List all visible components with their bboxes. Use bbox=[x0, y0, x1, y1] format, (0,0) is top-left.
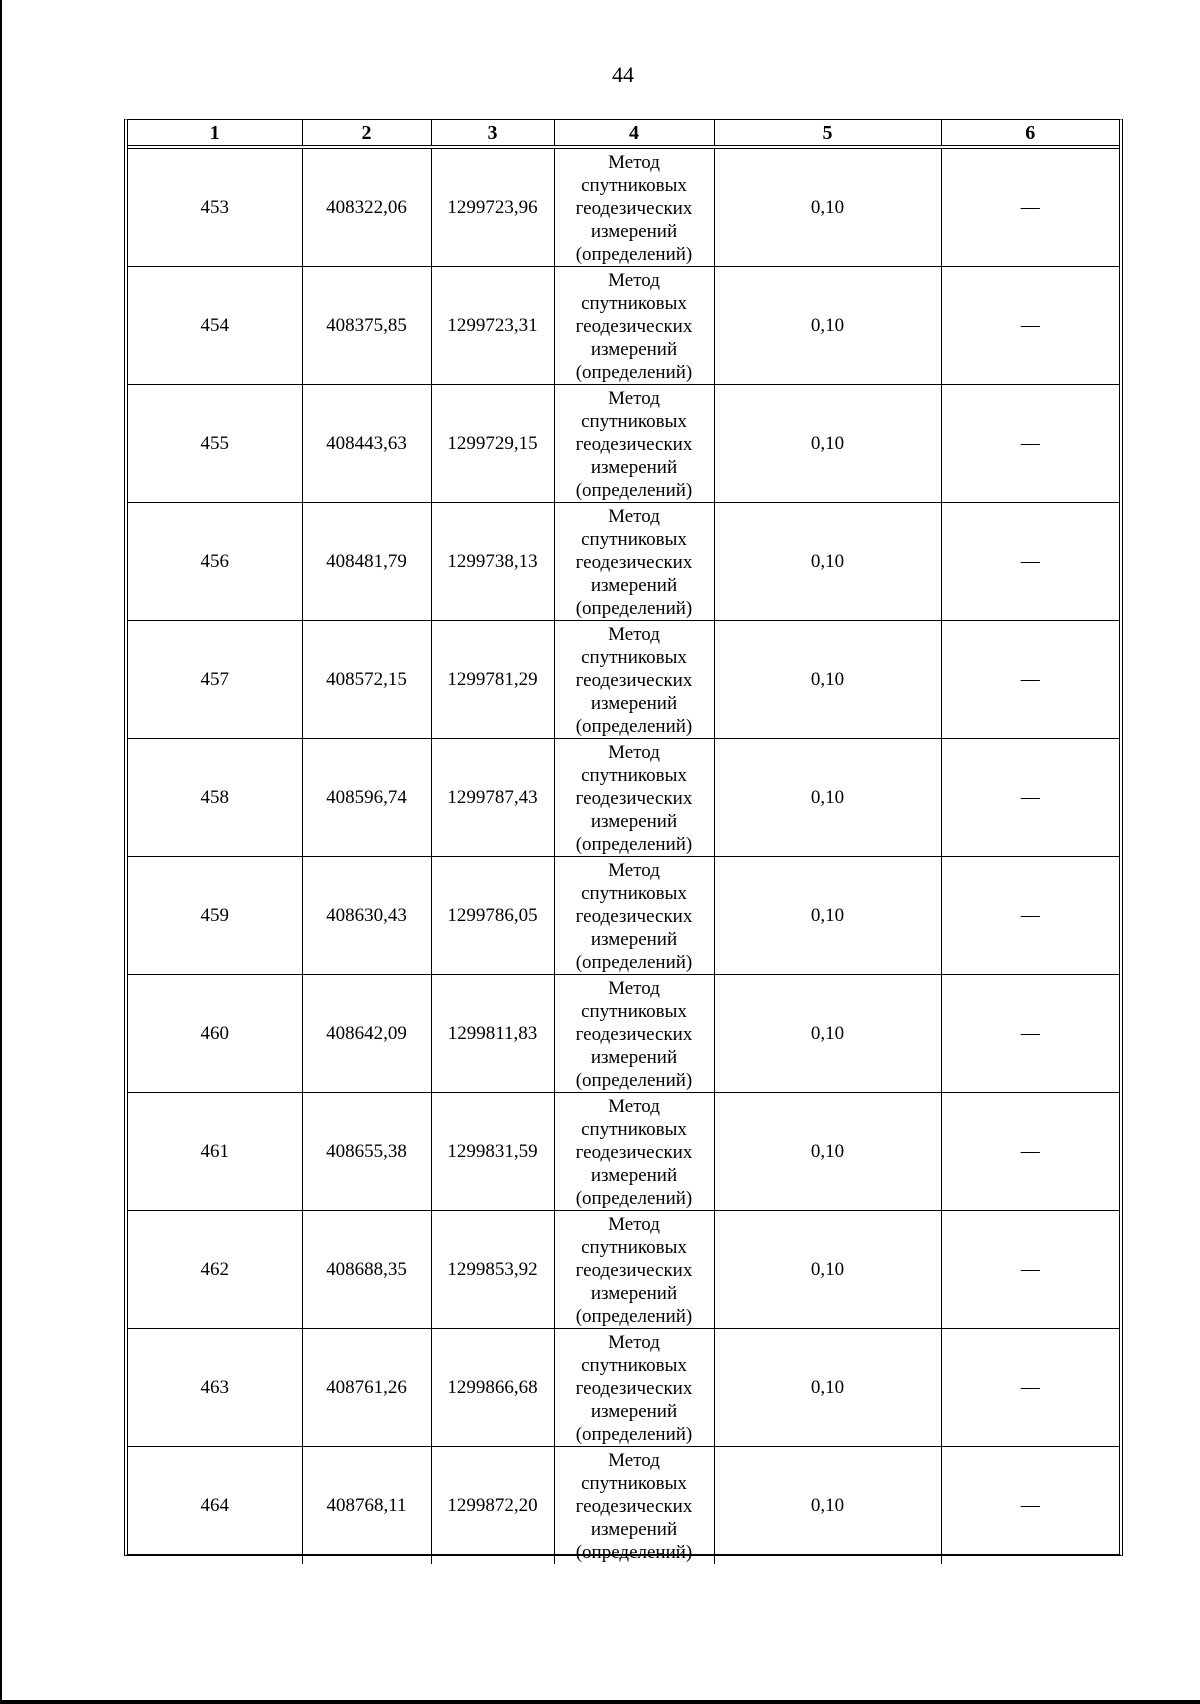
note-cell bbox=[941, 1447, 1119, 1565]
accuracy-cell: 0,10 bbox=[714, 739, 941, 857]
note-dash: — bbox=[1020, 905, 1040, 926]
y-coordinate-cell: 1299866,68 bbox=[431, 1329, 554, 1447]
table-row bbox=[128, 739, 1119, 857]
table-row bbox=[128, 267, 1119, 385]
x-coordinate-cell: 408655,38 bbox=[302, 1093, 431, 1211]
x-coordinate-cell: 408322,06 bbox=[302, 147, 431, 267]
point-cell: 463 bbox=[128, 1329, 302, 1447]
scan-edge-left bbox=[0, 0, 2, 1704]
point-cell: 458 bbox=[128, 739, 302, 857]
note-cell bbox=[941, 739, 1119, 857]
note-dash: — bbox=[1020, 197, 1040, 218]
x-coordinate-cell: 408596,74 bbox=[302, 739, 431, 857]
header-col-3: 3 bbox=[431, 120, 554, 147]
point-cell: 460 bbox=[128, 975, 302, 1093]
note-dash: — bbox=[1020, 551, 1040, 572]
table-row bbox=[128, 385, 1119, 503]
page-number: 44 bbox=[612, 62, 634, 87]
note-cell bbox=[941, 1211, 1119, 1329]
y-coordinate-cell: 1299786,05 bbox=[431, 857, 554, 975]
accuracy-cell: 0,10 bbox=[714, 147, 941, 267]
table-row bbox=[128, 503, 1119, 621]
coordinates-table bbox=[128, 120, 1119, 1564]
point-cell: 464 bbox=[128, 1447, 302, 1565]
accuracy-cell: 0,10 bbox=[714, 1447, 941, 1565]
note-dash: — bbox=[1020, 1377, 1040, 1398]
table-row bbox=[128, 1447, 1119, 1565]
y-coordinate-cell: 1299781,29 bbox=[431, 621, 554, 739]
method-cell bbox=[554, 1447, 714, 1565]
y-coordinate-cell: 1299831,59 bbox=[431, 1093, 554, 1211]
method-text: Метод спутниковых геодезических измерений (определений) bbox=[575, 505, 693, 619]
header-col-5: 5 bbox=[714, 120, 941, 147]
y-coordinate-cell: 1299723,96 bbox=[431, 147, 554, 267]
method-text: Метод спутниковых геодезических измерений (определений) bbox=[575, 1213, 693, 1327]
point-cell: 457 bbox=[128, 621, 302, 739]
table-row bbox=[128, 975, 1119, 1093]
point-cell: 455 bbox=[128, 385, 302, 503]
table-row bbox=[128, 857, 1119, 975]
table-body bbox=[128, 147, 1119, 1564]
x-coordinate-cell: 408481,79 bbox=[302, 503, 431, 621]
accuracy-cell: 0,10 bbox=[714, 621, 941, 739]
accuracy-cell: 0,10 bbox=[714, 975, 941, 1093]
method-cell bbox=[554, 1093, 714, 1211]
method-cell bbox=[554, 857, 714, 975]
point-cell: 453 bbox=[128, 147, 302, 267]
method-text: Метод спутниковых геодезических измерений (определений) bbox=[575, 1449, 693, 1563]
accuracy-cell: 0,10 bbox=[714, 267, 941, 385]
x-coordinate-cell: 408761,26 bbox=[302, 1329, 431, 1447]
method-text: Метод спутниковых геодезических измерений (определений) bbox=[575, 623, 693, 737]
y-coordinate-cell: 1299787,43 bbox=[431, 739, 554, 857]
accuracy-cell: 0,10 bbox=[714, 385, 941, 503]
method-text: Метод спутниковых геодезических измерений (определений) bbox=[575, 387, 693, 501]
y-coordinate-cell: 1299872,20 bbox=[431, 1447, 554, 1565]
method-text: Метод спутниковых геодезических измерений (определений) bbox=[575, 859, 693, 973]
note-cell bbox=[941, 503, 1119, 621]
point-cell: 454 bbox=[128, 267, 302, 385]
method-cell bbox=[554, 147, 714, 267]
x-coordinate-cell: 408688,35 bbox=[302, 1211, 431, 1329]
note-dash: — bbox=[1020, 1141, 1040, 1162]
header-col-4: 4 bbox=[554, 120, 714, 147]
method-text: Метод спутниковых геодезических измерений (определений) bbox=[575, 741, 693, 855]
note-dash: — bbox=[1020, 433, 1040, 454]
note-cell bbox=[941, 267, 1119, 385]
note-cell bbox=[941, 385, 1119, 503]
method-cell bbox=[554, 385, 714, 503]
note-cell bbox=[941, 147, 1119, 267]
table-row bbox=[128, 1329, 1119, 1447]
table-row bbox=[128, 1093, 1119, 1211]
x-coordinate-cell: 408642,09 bbox=[302, 975, 431, 1093]
header-col-1: 1 bbox=[128, 120, 302, 147]
note-dash: — bbox=[1020, 315, 1040, 336]
x-coordinate-cell: 408768,11 bbox=[302, 1447, 431, 1565]
table-row bbox=[128, 1211, 1119, 1329]
method-text: Метод спутниковых геодезических измерений (определений) bbox=[575, 151, 693, 265]
note-dash: — bbox=[1020, 1023, 1040, 1044]
header-col-6: 6 bbox=[941, 120, 1119, 147]
y-coordinate-cell: 1299723,31 bbox=[431, 267, 554, 385]
accuracy-cell: 0,10 bbox=[714, 1093, 941, 1211]
y-coordinate-cell: 1299811,83 bbox=[431, 975, 554, 1093]
note-dash: — bbox=[1020, 669, 1040, 690]
x-coordinate-cell: 408375,85 bbox=[302, 267, 431, 385]
coordinates-table-frame bbox=[124, 119, 1123, 1563]
note-cell bbox=[941, 857, 1119, 975]
method-text: Метод спутниковых геодезических измерений (определений) bbox=[575, 977, 693, 1091]
header-col-2: 2 bbox=[302, 120, 431, 147]
note-dash: — bbox=[1020, 1495, 1040, 1516]
accuracy-cell: 0,10 bbox=[714, 503, 941, 621]
note-dash: — bbox=[1020, 1259, 1040, 1280]
y-coordinate-cell: 1299729,15 bbox=[431, 385, 554, 503]
x-coordinate-cell: 408443,63 bbox=[302, 385, 431, 503]
method-text: Метод спутниковых геодезических измерений (определений) bbox=[575, 1331, 693, 1445]
x-coordinate-cell: 408630,43 bbox=[302, 857, 431, 975]
method-cell bbox=[554, 621, 714, 739]
accuracy-cell: 0,10 bbox=[714, 1329, 941, 1447]
accuracy-cell: 0,10 bbox=[714, 1211, 941, 1329]
note-cell bbox=[941, 621, 1119, 739]
note-cell bbox=[941, 1093, 1119, 1211]
method-cell bbox=[554, 975, 714, 1093]
x-coordinate-cell: 408572,15 bbox=[302, 621, 431, 739]
method-text: Метод спутниковых геодезических измерений (определений) bbox=[575, 1095, 693, 1209]
method-cell bbox=[554, 739, 714, 857]
method-cell bbox=[554, 267, 714, 385]
table-row bbox=[128, 147, 1119, 267]
method-cell bbox=[554, 503, 714, 621]
point-cell: 459 bbox=[128, 857, 302, 975]
note-dash: — bbox=[1020, 787, 1040, 808]
accuracy-cell: 0,10 bbox=[714, 857, 941, 975]
method-cell bbox=[554, 1211, 714, 1329]
y-coordinate-cell: 1299738,13 bbox=[431, 503, 554, 621]
point-cell: 462 bbox=[128, 1211, 302, 1329]
table-header-row bbox=[128, 120, 1119, 147]
point-cell: 456 bbox=[128, 503, 302, 621]
scan-edge-bottom bbox=[0, 1700, 1200, 1704]
y-coordinate-cell: 1299853,92 bbox=[431, 1211, 554, 1329]
point-cell: 461 bbox=[128, 1093, 302, 1211]
method-cell bbox=[554, 1329, 714, 1447]
note-cell bbox=[941, 1329, 1119, 1447]
table-row bbox=[128, 621, 1119, 739]
method-text: Метод спутниковых геодезических измерений (определений) bbox=[575, 269, 693, 383]
note-cell bbox=[941, 975, 1119, 1093]
